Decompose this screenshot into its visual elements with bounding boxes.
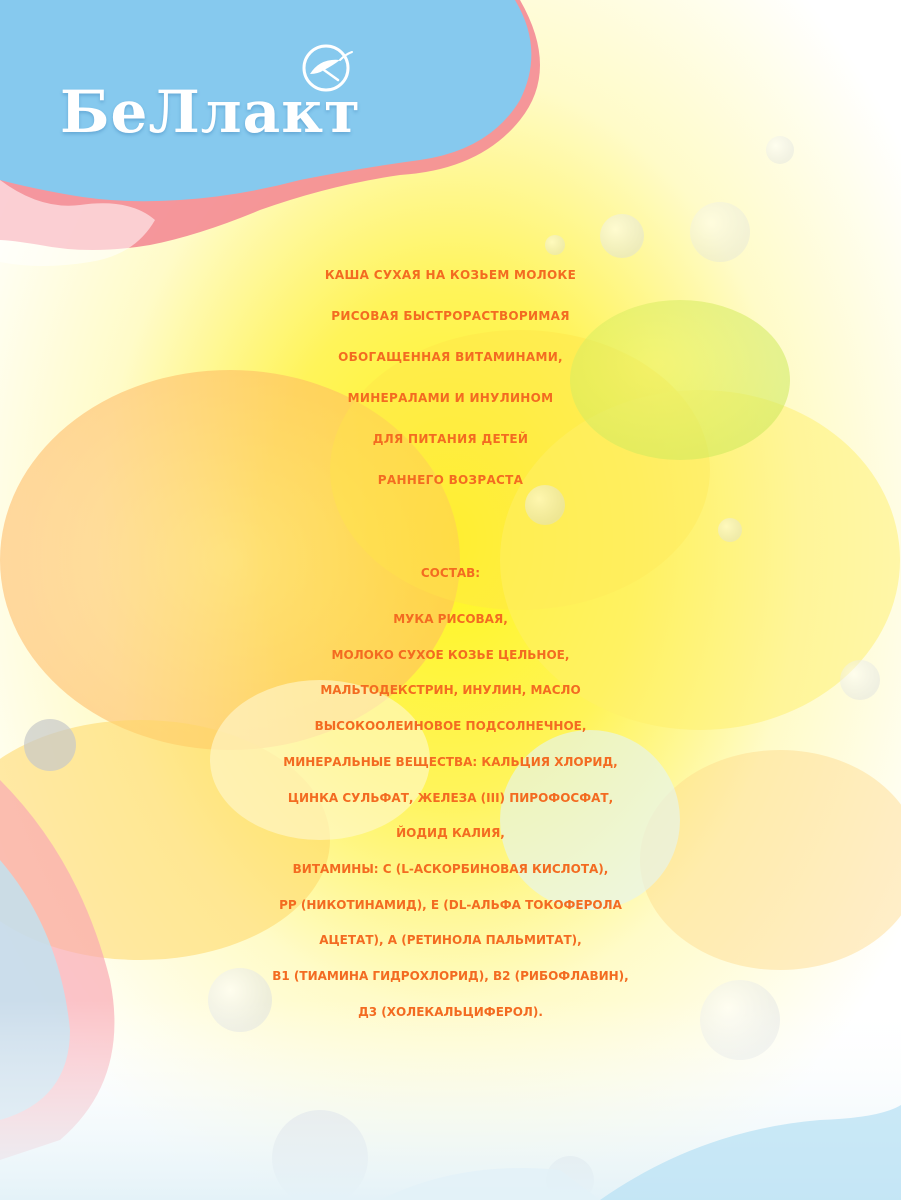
stork-in-circle-icon [288, 40, 368, 110]
product-title-line: РИСОВАЯ БЫСТРОРАСТВОРИМАЯ [331, 309, 570, 323]
product-title-line: МИНЕРАЛАМИ И ИНУЛИНОМ [347, 391, 554, 405]
ingredient-line: МИНЕРАЛЬНЫЕ ВЕЩЕСТВА: КАЛЬЦИЯ ХЛОРИД, [283, 754, 618, 769]
ingredient-line: РР (НИКОТИНАМИД), Е (DL-АЛЬФА ТОКОФЕРОЛА [279, 897, 622, 912]
product-title-line: ОБОГАЩЕННАЯ ВИТАМИНАМИ, [338, 350, 563, 364]
ingredient-line: МОЛОКО СУХОЕ КОЗЬЕ ЦЕЛЬНОЕ, [331, 647, 570, 662]
ingredients-list [0, 602, 901, 1030]
ingredient-line: ВИТАМИНЫ: С (L-АСКОРБИНОВАЯ КИСЛОТА), [292, 861, 609, 876]
ingredient-line: ВЫСОКООЛЕИНОВОЕ ПОДСОЛНЕЧНОЕ, [314, 719, 587, 734]
product-title [0, 255, 901, 501]
logo-wordmark: БеЛлакт [60, 78, 362, 146]
brand-logo [60, 40, 390, 160]
product-title-line: КАША СУХАЯ НА КОЗЬЕМ МОЛОКЕ [324, 268, 577, 282]
ingredient-line: МУКА РИСОВАЯ, [393, 612, 508, 626]
composition-title: СОСТАВ: [420, 566, 481, 580]
ingredient-line: МАЛЬТОДЕКСТРИН, ИНУЛИН, МАСЛО [320, 683, 581, 698]
ingredient-line: ЙОДИД КАЛИЯ, [396, 826, 505, 841]
ingredient-line: Д3 (ХОЛЕКАЛЬЦИФЕРОЛ). [358, 1004, 543, 1019]
product-title-line: РАННЕГО ВОЗРАСТА [377, 473, 524, 487]
ingredient-line: В1 (ТИАМИНА ГИДРОХЛОРИД), В2 (РИБОФЛАВИН), [272, 969, 629, 984]
product-title-line: ДЛЯ ПИТАНИЯ ДЕТЕЙ [372, 432, 529, 446]
ingredient-line: ЦИНКА СУЛЬФАТ, ЖЕЛЕЗА (III) ПИРОФОСФАТ, [287, 790, 614, 805]
ingredient-line: АЦЕТАТ), А (РЕТИНОЛА ПАЛЬМИТАТ), [319, 933, 582, 948]
